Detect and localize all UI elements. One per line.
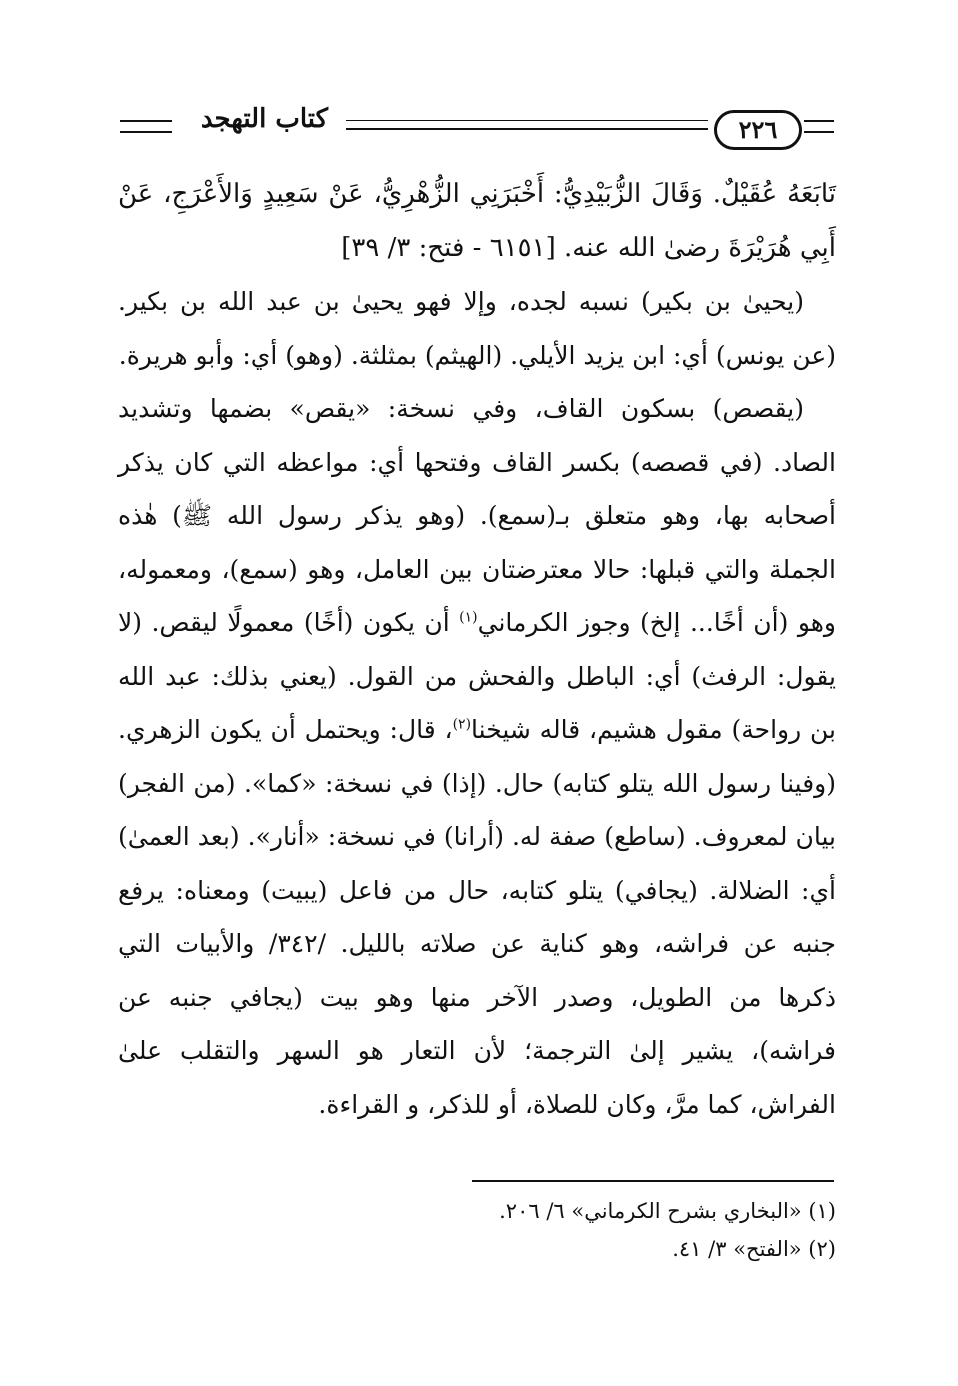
running-title: كتاب التهجد (200, 104, 328, 134)
header-rule-left (120, 120, 172, 133)
footnote-separator (472, 1180, 834, 1182)
footnotes (300, 1192, 836, 1268)
header-rule-right (804, 120, 834, 133)
commentary-paragraph-1: (يحيىٰ بن بكير) نسبه لجده، وإلا فهو يحيىٰ بن عبد الله بن بكير. (عن يونس) أي: ابن يزيد الأيلي. (الهيثم) بمثلثة. (وهو) أي: وأبو هريرة. (118, 287, 836, 370)
footnote-ref-1: (١) (459, 609, 478, 626)
commentary-text: ، قال: ويحتمل أن يكون الزهري. (وفينا رسول الله يتلو كتابه) حال. (إذا) في نسخة: «كما». (من الفجر) بيان لمعروف. (ساطع) صفة له. (أرانا) في نسخة: «أنار». (بعد العمىٰ) أي: الضلالة. (يجافي) يتلو كتابه، حال من فاعل (يبيت) ومعناه: يرفع جنبه عن فراشه، وهو كناية عن صلاته بالليل. /٣٤٢/ والأبيات التي ذكرها من الطويل، وصدر الآخر منها وهو بيت (يجافي جنبه عن فراشه)، يشير إلىٰ الترجمة؛ لأن التعار هو السهر والتقلب علىٰ الفراش، كما مرَّ، وكان للصلاة، أو للذكر، و القراءة. (118, 715, 836, 1119)
hadith-text: تَابَعَهُ عُقَيْلٌ. وَقَالَ الزُّبَيْدِيُّ: أَخْبَرَنِي الزُّهْرِيُّ، عَنْ سَعِيدٍ وَالأَعْرَجِ، عَنْ أَبِي هُرَيْرَةَ رضىٰ الله عنه. [٦١٥١ - فتح: ٣/ ٣٩] (118, 179, 836, 263)
commentary-text: (يقصص) بسكون القاف، وفي نسخة: «يقص» بضمها وتشديد الصاد. (في قصصه) بكسر القاف وفتحها أي: مواعظه التي كان يذكر أصحابه بها، وهو متعلق بـ(سمع). (وهو يذكر رسول الله ﷺ) هٰذه الجملة والتي قبلها: حالا معترضتان بين العامل، وهو (سمع)، ومعموله، وهو (أن أخًا... إلخ) وجوز الكرماني (118, 394, 836, 637)
footnote-ref-2: (٢) (452, 716, 472, 733)
footnote-1: (١) «البخاري بشرح الكرماني» ٦/ ٢٠٦. (499, 1199, 836, 1223)
page-header (118, 104, 836, 154)
header-rule-middle (346, 120, 708, 130)
commentary-paragraph-2 (118, 382, 836, 1131)
page-number: ٢٢٦ (714, 110, 802, 150)
main-text (118, 168, 836, 1131)
footnote-2: (٢) «الفتح» ٣/ ٤١. (672, 1237, 836, 1261)
commentary-text: أن يكون (أخًا) معمولًا ليقص. (لا يقول: الرفث) أي: الباطل والفحش من القول. (يعني بذلك: عبد الله بن رواحة) مقول هشيم، قاله شيخنا (118, 608, 836, 744)
